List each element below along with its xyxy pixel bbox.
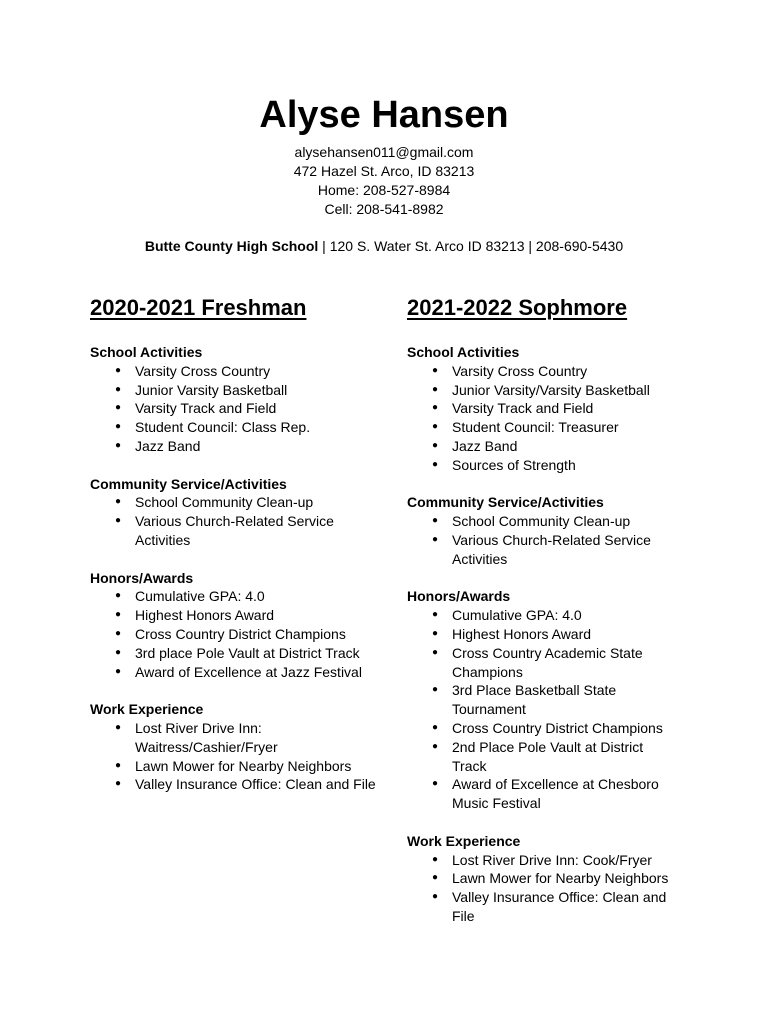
- list-item: [90, 625, 380, 644]
- list-item-text: School Community Clean-up: [452, 513, 631, 530]
- section-list: [90, 493, 380, 549]
- list-item-text: Varsity Track and Field: [452, 400, 594, 417]
- home-phone-text: Home: 208-527-8984: [317, 182, 451, 198]
- bullet-icon: ●: [115, 439, 122, 451]
- list-item: [407, 681, 677, 719]
- bullet-icon: ●: [432, 402, 439, 414]
- school-details: | 120 S. Water St. Arco ID 83213 | 208-690-5430: [318, 238, 624, 254]
- bullet-icon: ●: [432, 853, 439, 865]
- bullet-icon: ●: [115, 421, 122, 433]
- section-list: [90, 719, 380, 794]
- section-list: [90, 587, 380, 681]
- list-item: [90, 381, 380, 400]
- bullet-icon: ●: [432, 533, 439, 545]
- list-item-text: Jazz Band: [452, 437, 518, 454]
- list-item: [407, 606, 677, 625]
- list-item-text: Varsity Cross Country: [452, 362, 588, 379]
- list-item-text: Varsity Track and Field: [135, 400, 277, 417]
- section-honors-awards: [407, 587, 677, 813]
- bullet-icon: ●: [432, 646, 439, 658]
- list-item: [90, 512, 380, 550]
- list-item-text: Lawn Mower for Nearby Neighbors: [135, 757, 352, 774]
- list-item: [407, 399, 677, 418]
- list-item: [407, 851, 677, 870]
- list-item-text: Varsity Cross Country: [135, 362, 271, 379]
- section-title: School Activities: [407, 344, 520, 360]
- list-item-text: Student Council: Class Rep.: [135, 419, 311, 436]
- bullet-icon: ●: [115, 609, 122, 621]
- list-item: [407, 888, 677, 926]
- section-title: Community Service/Activities: [407, 494, 604, 511]
- list-item-text: Highest Honors Award: [135, 607, 275, 624]
- column-sophomore: [407, 293, 677, 945]
- bullet-icon: ●: [432, 609, 439, 621]
- bullet-icon: ●: [115, 665, 122, 677]
- list-item: [407, 418, 677, 437]
- list-item-text: Cross Country Academic State Champions: [452, 644, 643, 680]
- bullet-icon: ●: [432, 364, 439, 376]
- section-school-activities: [90, 343, 380, 456]
- column-freshman: [90, 293, 380, 813]
- bullet-icon: ●: [432, 439, 439, 451]
- list-item-text: Sources of Strength: [452, 456, 576, 473]
- list-item-text: Valley Insurance Office: Clean and File: [452, 889, 667, 924]
- list-item-text: Lawn Mower for Nearby Neighbors: [452, 870, 669, 887]
- section-title: Work Experience: [407, 832, 521, 849]
- bullet-icon: ●: [115, 496, 122, 508]
- bullet-icon: ●: [115, 402, 122, 414]
- list-item-text: 2nd Place Pole Vault at District Track: [452, 738, 644, 774]
- cell-phone-text: Cell: 208-541-8982: [324, 201, 444, 217]
- section-list: [407, 606, 677, 813]
- list-item-text: Award of Excellence at Chesboro Music Festival: [452, 776, 659, 812]
- list-item: [90, 775, 380, 794]
- list-item: [90, 719, 380, 757]
- list-item: [90, 399, 380, 418]
- list-item-text: Cross Country District Champions: [135, 625, 346, 642]
- bullet-icon: ●: [432, 421, 439, 433]
- address-text: 472 Hazel St. Arco, ID 83213: [293, 163, 475, 179]
- section-honors-awards: [90, 569, 380, 682]
- bullet-icon: ●: [432, 740, 439, 752]
- bullet-icon: ●: [115, 590, 122, 602]
- list-item: [407, 362, 677, 381]
- list-item-text: Lost River Drive Inn: Cook/Fryer: [452, 851, 652, 868]
- list-item-text: Various Church-Related Service Activities: [135, 513, 334, 548]
- list-item-text: Cross Country District Champions: [452, 719, 663, 736]
- list-item: [90, 644, 380, 663]
- bullet-icon: ●: [115, 778, 122, 790]
- list-item: [407, 869, 677, 888]
- year-heading: 2021-2022 Sophmore: [407, 295, 628, 320]
- bullet-icon: ●: [432, 684, 439, 696]
- resume-name: Alyse Hansen: [259, 94, 509, 136]
- school-line: [0, 237, 768, 256]
- list-item-text: Junior Varsity/Varsity Basketball: [452, 381, 650, 398]
- section-title: Community Service/Activities: [90, 475, 287, 492]
- bullet-icon: ●: [115, 364, 122, 376]
- section-title: School Activities: [90, 344, 203, 360]
- list-item: [407, 738, 677, 776]
- section-title: Honors/Awards: [90, 569, 194, 586]
- section-list: [90, 362, 380, 456]
- list-item: [407, 719, 677, 738]
- list-item: [407, 437, 677, 456]
- bullet-icon: ●: [115, 759, 122, 771]
- list-item-text: Junior Varsity Basketball: [135, 381, 288, 398]
- section-list: [407, 362, 677, 475]
- list-item: [90, 493, 380, 512]
- bullet-icon: ●: [432, 721, 439, 733]
- list-item: [407, 512, 677, 531]
- list-item: [407, 531, 677, 569]
- contact-block: [0, 143, 768, 219]
- list-item-text: Various Church-Related Service Activities: [452, 531, 651, 567]
- year-heading: 2020-2021 Freshman: [90, 295, 307, 320]
- bullet-icon: ●: [115, 721, 122, 733]
- list-item: [407, 644, 677, 682]
- section-community-service-activities: [90, 475, 380, 550]
- list-item-text: Cumulative GPA: 4.0: [135, 588, 265, 605]
- bullet-icon: ●: [432, 515, 439, 527]
- section-community-service-activities: [407, 493, 677, 568]
- bullet-icon: ●: [432, 383, 439, 395]
- list-item-text: 3rd Place Basketball State Tournament: [452, 682, 617, 718]
- email-text: alysehansen011@gmail.com: [294, 144, 474, 160]
- list-item-text: School Community Clean-up: [135, 494, 314, 511]
- section-work-experience: [90, 700, 380, 794]
- list-item: [407, 775, 677, 813]
- list-item-text: Highest Honors Award: [452, 625, 592, 642]
- list-item: [90, 437, 380, 456]
- list-item-text: Award of Excellence at Jazz Festival: [135, 663, 362, 680]
- list-item: [90, 362, 380, 381]
- bullet-icon: ●: [115, 383, 122, 395]
- bullet-icon: ●: [115, 515, 122, 527]
- list-item: [407, 381, 677, 400]
- bullet-icon: ●: [432, 872, 439, 884]
- bullet-icon: ●: [432, 778, 439, 790]
- bullet-icon: ●: [432, 891, 439, 903]
- section-list: [407, 851, 677, 926]
- list-item: [407, 625, 677, 644]
- list-item: [90, 663, 380, 682]
- list-item: [90, 606, 380, 625]
- bullet-icon: ●: [115, 627, 122, 639]
- section-list: [407, 512, 677, 568]
- section-title: Honors/Awards: [407, 588, 511, 605]
- bullet-icon: ●: [432, 458, 439, 470]
- list-item: [407, 456, 677, 475]
- list-item-text: Jazz Band: [135, 437, 201, 454]
- bullet-icon: ●: [115, 646, 122, 658]
- list-item: [90, 587, 380, 606]
- school-name: Butte County High School: [144, 238, 319, 254]
- section-title: Work Experience: [90, 701, 204, 718]
- section-work-experience: [407, 832, 677, 926]
- list-item-text: 3rd place Pole Vault at District Track: [135, 644, 360, 661]
- list-item-text: Lost River Drive Inn: Waitress/Cashier/Fryer: [135, 719, 278, 755]
- list-item-text: Cumulative GPA: 4.0: [452, 607, 582, 624]
- bullet-icon: ●: [432, 627, 439, 639]
- list-item-text: Student Council: Treasurer: [452, 419, 619, 436]
- list-item-text: Valley Insurance Office: Clean and File: [135, 776, 376, 793]
- list-item: [90, 418, 380, 437]
- list-item: [90, 757, 380, 776]
- section-school-activities: [407, 343, 677, 475]
